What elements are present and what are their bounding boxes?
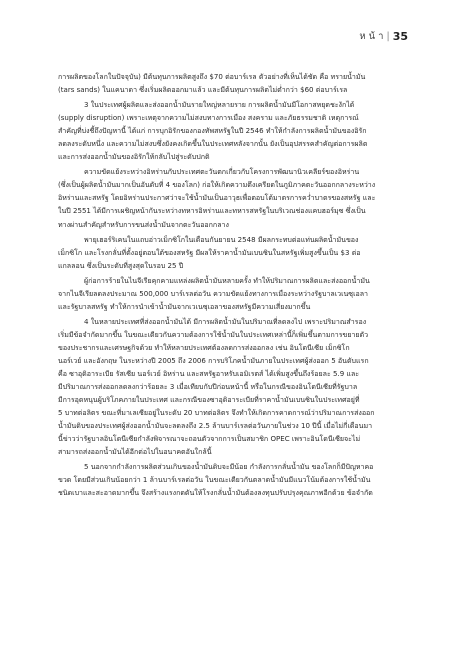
text-line: ผู้ก่อการร้ายในไนจีเรียคุกคามแหล่งผลิตน้ำมันหลายครั้ง ทำให้ปริมาณการผลิตและส่งออกน้ำมัน (84, 275, 370, 285)
text-line: ทางผ่านสำคัญสำหรับการขนส่งน้ำมันจากตะวันออกกลาง (58, 219, 229, 229)
text-line: น้ำมันดิบของประเทศผู้ส่งออกน้ำมันจะลดลงถึง 2.5 ล้านบาร์เรลต่อวันภายในช่วง 10 ปีนี้ เมื่อไม่กี่เดือนมา (58, 421, 373, 431)
paragraph (58, 274, 420, 313)
header-separator: | (386, 31, 390, 42)
text-line: เม็กซิโก และโรงกลั่นที่ตั้งอยู่ตอนใต้ของสหรัฐ มีผลให้ราคาน้ำมันเบนซินในสหรัฐเพิ่มสูงขึ้นเป็น $3 ต่อ (58, 247, 361, 257)
text-line: 4 ในหลายประเทศที่ส่งออกน้ำมันได้ มีการผลิตน้ำมันในปริมาณที่ลดลงไป เพราะปริมาณสำรอง (84, 316, 367, 326)
text-line: (supply disruption) เพราะเหตุจากความไม่สงบทางการเมือง สงคราม และภัยธรรมชาติ เหตุการณ์ (58, 113, 359, 123)
text-line: ความขัดแย้งระหว่างอิหร่านกับประเทศตะวันตกเกี่ยวกับโครงการพัฒนานิวเคลียร์ของอิหร่าน (84, 167, 360, 177)
text-line: (tars sands) ในแคนาดา ซึ่งเริ่มผลิตออกมาแล้ว และมีต้นทุนการผลิตไม่ต่ำกว่า $60 ต่อบาร์เรล (58, 85, 348, 95)
text-line: แกลลอน ซึ่งเป็นระดับที่สูงสุดในรอบ 25 ปี (58, 260, 184, 270)
text-line: และการส่งออกน้ำมันของอิรักให้กลับไปสู่ระดับปกติ (58, 152, 210, 162)
paragraph (58, 98, 420, 163)
text-line: คือ ซาอุดิอาระเบีย รัสเซีย นอร์เวย์ อิหร่าน และสหรัฐอาหรับเอมิเรตส์ ได้เพิ่มสูงขึ้นถึงร้อยละ 5.9 และ (58, 369, 360, 379)
text-line: ในปี 2551 ได้มีการเผชิญหน้ากันระหว่างทหารอิหร่านและทหารสหรัฐในบริเวณช่องแคบฮอร์มุซ ซึ่งเป็น (58, 206, 366, 216)
page-header (359, 29, 408, 44)
text-line: เริ่มมีข้อจำกัดมากขึ้น ในขณะเดียวกันความต้องการใช้น้ำมันในประเทศเหล่านี้ก็เพิ่มขึ้นตามการขยายตัว (58, 329, 369, 339)
text-line: และรัฐบาลสหรัฐ ทำให้การนำเข้าน้ำมันจากเวเนซุเอลาของสหรัฐมีความเสี่ยงมากขึ้น (58, 301, 311, 311)
paragraph (58, 460, 420, 499)
paragraph (58, 165, 420, 230)
paragraph (58, 315, 420, 459)
text-line: พายุเฮอร์ริเคนในแถบอ่าวเม็กซิโกในเดือนกันยายน 2548 มีผลกระทบต่อแท่นผลิตน้ำมันของ (84, 234, 359, 244)
page-number: 35 (392, 30, 408, 43)
text-line: อิหร่านและสหรัฐ โดยอิหร่านประกาศว่าจะใช้น้ำมันเป็นอาวุธเพื่อตอบโต้มาตรการคว่ำบาตรของสหรัฐ และ (58, 193, 376, 203)
paragraph (58, 70, 420, 96)
page-label: ห น้ า (359, 31, 384, 42)
text-line: มีปริมาณการส่งออกลดลงกว่าร้อยละ 3 เมื่อเทียบกับปีก่อนหน้านี้ หรือในกรณีของอินโดนีเซียที่รัฐบาล (58, 382, 358, 392)
text-line: 5 บาทต่อลิตร ขณะที่มาเลเซียอยู่ในระดับ 20 บาทต่อลิตร จึงทำให้เกิดการคาดการณ์ว่าปริมาณการส่งออก (58, 408, 375, 418)
text-line: ลดลงระดับหนึ่ง และความไม่สงบซึ่งยังคงเกิดขึ้นในประเทศหลังจากนั้น ยังเป็นอุปสรรคสำคัญต่อการผลิต (58, 139, 368, 149)
text-line: นี้ข่าวว่ารัฐบาลอินโดนีเซียกำลังพิจารณาจะถอนตัวจากการเป็นสมาชิก OPEC เพราะอินโดนีเซียจะไม่ (58, 434, 361, 444)
text-line: ชนิดเบาและสะอาดมากขึ้น จึงสร้างแรงกดดันให้โรงกลั่นน้ำมันต้องลงทุนปรับปรุงคุณภาพอีกด้วย ข้อจำกัด (58, 488, 373, 498)
text-line: การผลิตของโลกในปัจจุบัน) มีต้นทุนการผลิตสูงถึง $70 ต่อบาร์เรล ตัวอย่างที่เห็นได้ชัด คือ ทรายน้ำมัน (58, 72, 366, 81)
text-line: สำคัญที่บ่งชี้ถึงปัญหานี้ ได้แก่ การบุกอิรักของกองทัพสหรัฐในปี 2546 ทำให้กำลังการผลิตน้ำมันของอิรัก (58, 126, 367, 136)
text-line: มีการอุดหนุนผู้บริโภคภายในประเทศ และกรณีของซาอุดิอาระเบียที่ราคาน้ำมันเบนซินในประเทศอยู่ที่ (58, 395, 360, 405)
body-text (58, 70, 420, 502)
text-line: จากไนจีเรียลดลงประมาณ 500,000 บาร์เรลต่อวัน ความขัดแย้งทางการเมืองระหว่างรัฐบาลเวเนซุเอลา (58, 288, 369, 298)
text-line: สามารถส่งออกน้ำมันได้อีกต่อไปในอนาคตอันใกล้นี้ (58, 447, 212, 457)
paragraph (58, 233, 420, 272)
text-line: 5 นอกจากกำลังการผลิตส่วนเกินของน้ำมันดิบจะมีน้อย กำลังการกลั่นน้ำมัน ของโลกก็มีปัญหาคอ (84, 462, 374, 472)
text-line: ของประชากรและเศรษฐกิจด้วย ทำให้หลายประเทศต้องลดการส่งออกลง เช่น อินโดนีเซีย เม็กซิโก (58, 342, 350, 352)
text-line: นอร์เวย์ และอังกฤษ ในระหว่างปี 2005 ถึง 2006 การบริโภคน้ำมันภายในประเทศผู้ส่งออก 5 อันดับแรก (58, 355, 369, 365)
text-line: 3 ในประเทศผู้ผลิตและส่งออกน้ำมันรายใหญ่หลายราย การผลิตน้ำมันมีโอกาสหยุดชะงักได้ (84, 100, 355, 110)
text-line: ขวด โดยมีส่วนเกินน้อยกว่า 1 ล้านบาร์เรลต่อวัน ในขณะเดียวกันตลาดน้ำมันมีแนวโน้มต้องการใช้น้ำมัน (58, 475, 371, 485)
text-line: (ซึ่งเป็นผู้ผลิตน้ำมันมากเป็นอันดับที่ 4 ของโลก) ก่อให้เกิดความตึงเครียดในภูมิภาคตะวันออกกลางระหว่าง (58, 180, 376, 190)
